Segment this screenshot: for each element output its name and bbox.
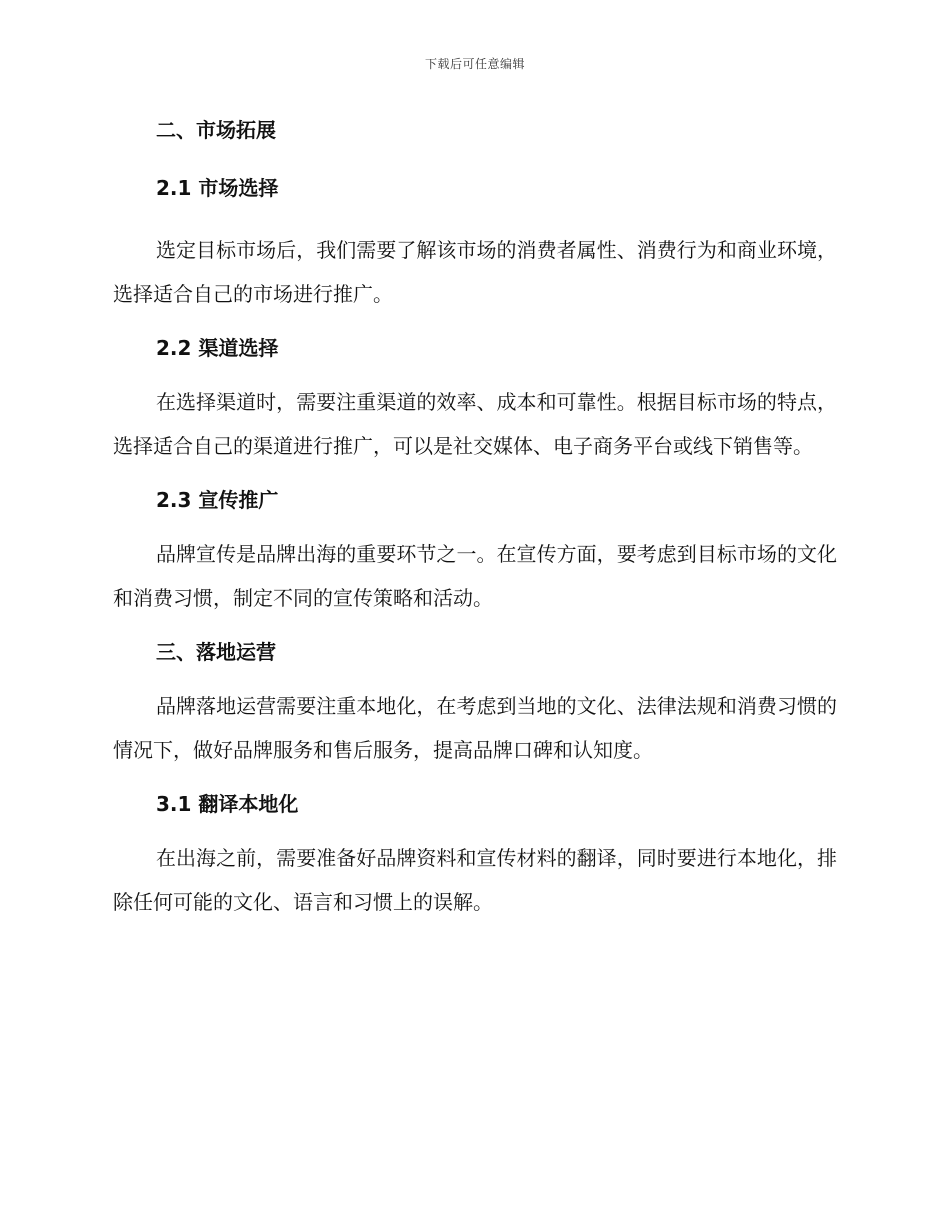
section-heading-market-selection: 2.1 市场选择: [156, 176, 279, 200]
section-heading-market-expansion: 二、市场拓展: [156, 118, 276, 142]
section-heading-channel-selection: 2.2 渠道选择: [156, 336, 279, 360]
paragraph-channel-selection: 在选择渠道时，需要注重渠道的效率、成本和可靠性。根据目标市场的特点，选择适合自己的渠道进行推广，可以是社交媒体、电子商务平台或线下销售等。: [113, 390, 837, 458]
document-body: [113, 112, 837, 924]
paragraph-market-selection: 选定目标市场后，我们需要了解该市场的消费者属性、消费行为和商业环境，选择适合自己的市场进行推广。: [113, 238, 837, 306]
paragraph-promotion: 品牌宣传是品牌出海的重要环节之一。在宣传方面，要考虑到目标市场的文化和消费习惯，制定不同的宣传策略和活动。: [113, 542, 837, 610]
section-heading-translation-localization: 3.1 翻译本地化: [156, 792, 299, 816]
page-header: 下载后可任意编辑: [424, 57, 525, 71]
section-heading-local-operations: 三、落地运营: [156, 640, 276, 664]
section-heading-promotion: 2.3 宣传推广: [156, 488, 279, 512]
paragraph-translation-localization: 在出海之前，需要准备好品牌资料和宣传材料的翻译，同时要进行本地化，排除任何可能的文化、语言和习惯上的误解。: [113, 846, 837, 914]
paragraph-local-operations: 品牌落地运营需要注重本地化，在考虑到当地的文化、法律法规和消费习惯的情况下，做好品牌服务和售后服务，提高品牌口碑和认知度。: [113, 694, 837, 762]
